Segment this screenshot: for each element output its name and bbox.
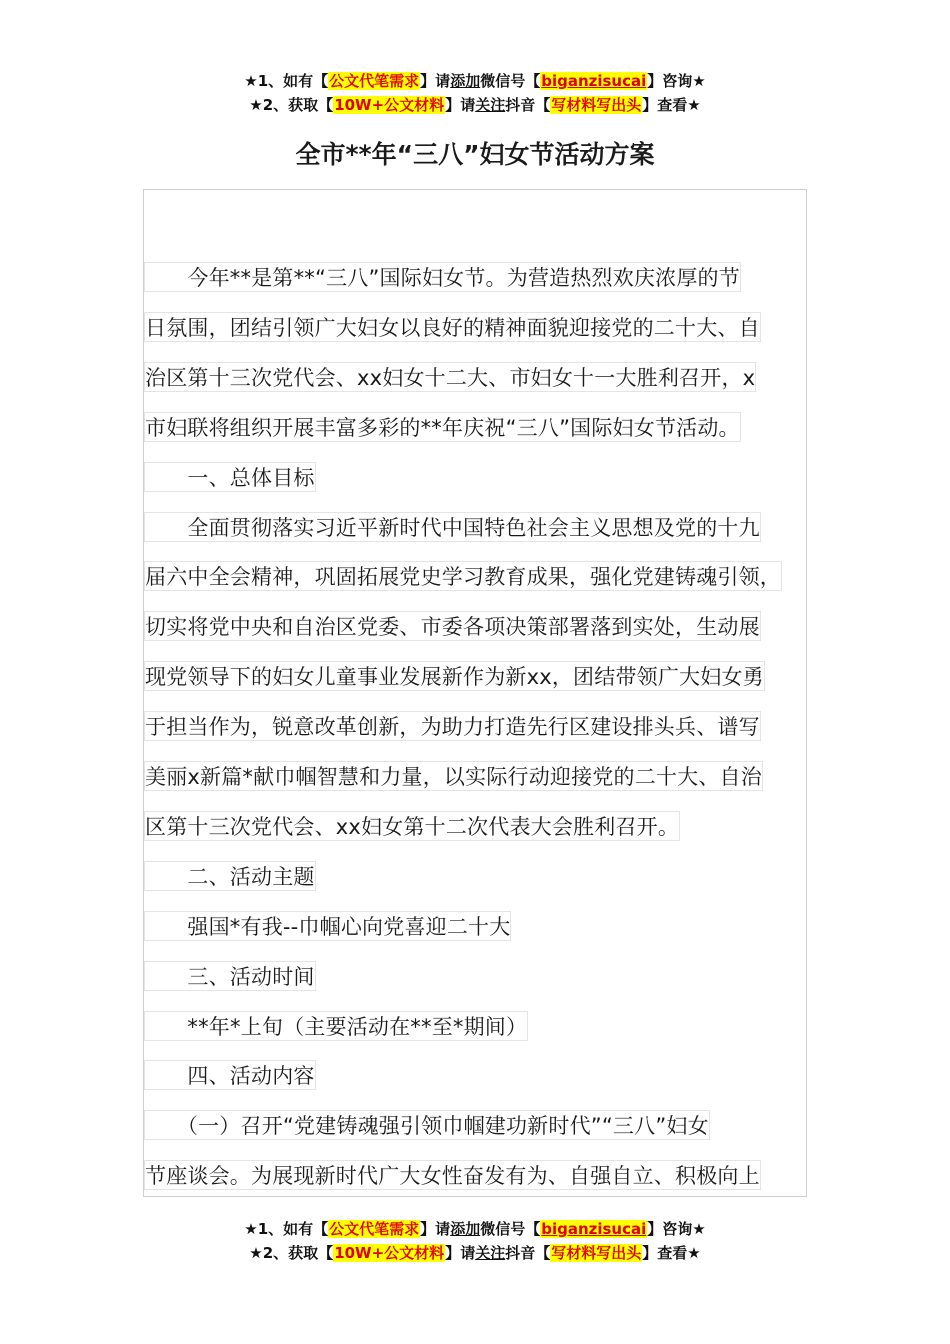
wechat-id: biganzisucai xyxy=(541,1220,647,1238)
highlight-materials: 10W+公文材料 xyxy=(334,1244,445,1262)
highlight-materials: 10W+公文材料 xyxy=(334,96,445,114)
document-title: 全市**年“三八”妇女节活动方案 xyxy=(295,140,655,169)
promo-line-2: ★2、获取【10W+公文材料】请关注抖音【写材料写出头】查看★ xyxy=(249,96,701,114)
body-line: 治区第十三次党代会、xx妇女十二大、市妇女十一大胜利召开，x xyxy=(144,362,756,392)
body-line: 于担当作为，锐意改革创新，为助力打造先行区建设排头兵、谱写 xyxy=(144,711,761,741)
body-line: 四、活动内容 xyxy=(144,1060,316,1090)
body-line: 强国*有我--巾帼心向党喜迎二十大 xyxy=(144,911,511,941)
highlight-service: 公文代笔需求 xyxy=(329,72,420,90)
body-line: 今年**是第**“三八”国际妇女节。为营造热烈欢庆浓厚的节 xyxy=(144,262,741,292)
body-line: 届六中全会精神，巩固拓展党史学习教育成果，强化党建铸魂引领， xyxy=(144,561,782,591)
douyin-account: 写材料写出头 xyxy=(551,96,642,114)
body-line: 三、活动时间 xyxy=(144,961,316,991)
wechat-id: biganzisucai xyxy=(541,72,647,90)
body-line: 区第十三次党代会、xx妇女第十二次代表大会胜利召开。 xyxy=(144,811,680,841)
body-line: 二、活动主题 xyxy=(144,861,316,891)
body-line: 现党领导下的妇女儿童事业发展新作为新xx，团结带领广大妇女勇 xyxy=(144,661,765,691)
body-line: 市妇联将组织开展丰富多彩的**年庆祝“三八”国际妇女节活动。 xyxy=(144,412,741,442)
douyin-account: 写材料写出头 xyxy=(551,1244,642,1262)
body-line: 节座谈会。为展现新时代广大女性奋发有为、自强自立、积极向上 xyxy=(144,1160,761,1190)
body-line: 日氛围，团结引领广大妇女以良好的精神面貌迎接党的二十大、自 xyxy=(144,312,761,342)
promo-line-2: ★2、获取【10W+公文材料】请关注抖音【写材料写出头】查看★ xyxy=(249,1244,701,1262)
body-line: （一）召开“党建铸魂强引领巾帼建功新时代”“三八”妇女 xyxy=(144,1110,710,1140)
body-line: 切实将党中央和自治区党委、市委各项决策部署落到实处，生动展 xyxy=(144,611,761,641)
body-line: **年*上旬（主要活动在**至*期间） xyxy=(144,1011,528,1041)
promo-banner-top xyxy=(0,69,950,117)
highlight-service: 公文代笔需求 xyxy=(329,1220,420,1238)
promo-line-1: ★1、如有【公文代笔需求】请添加微信号【biganzisucai】咨询★ xyxy=(244,1220,706,1238)
body-line: 美丽x新篇*献巾帼智慧和力量，以实际行动迎接党的二十大、自治 xyxy=(144,761,763,791)
promo-banner-bottom xyxy=(0,1217,950,1265)
body-line: 一、总体目标 xyxy=(144,462,316,492)
body-line: 全面贯彻落实习近平新时代中国特色社会主义思想及党的十九 xyxy=(144,512,761,542)
promo-line-1: ★1、如有【公文代笔需求】请添加微信号【biganzisucai】咨询★ xyxy=(244,72,706,90)
